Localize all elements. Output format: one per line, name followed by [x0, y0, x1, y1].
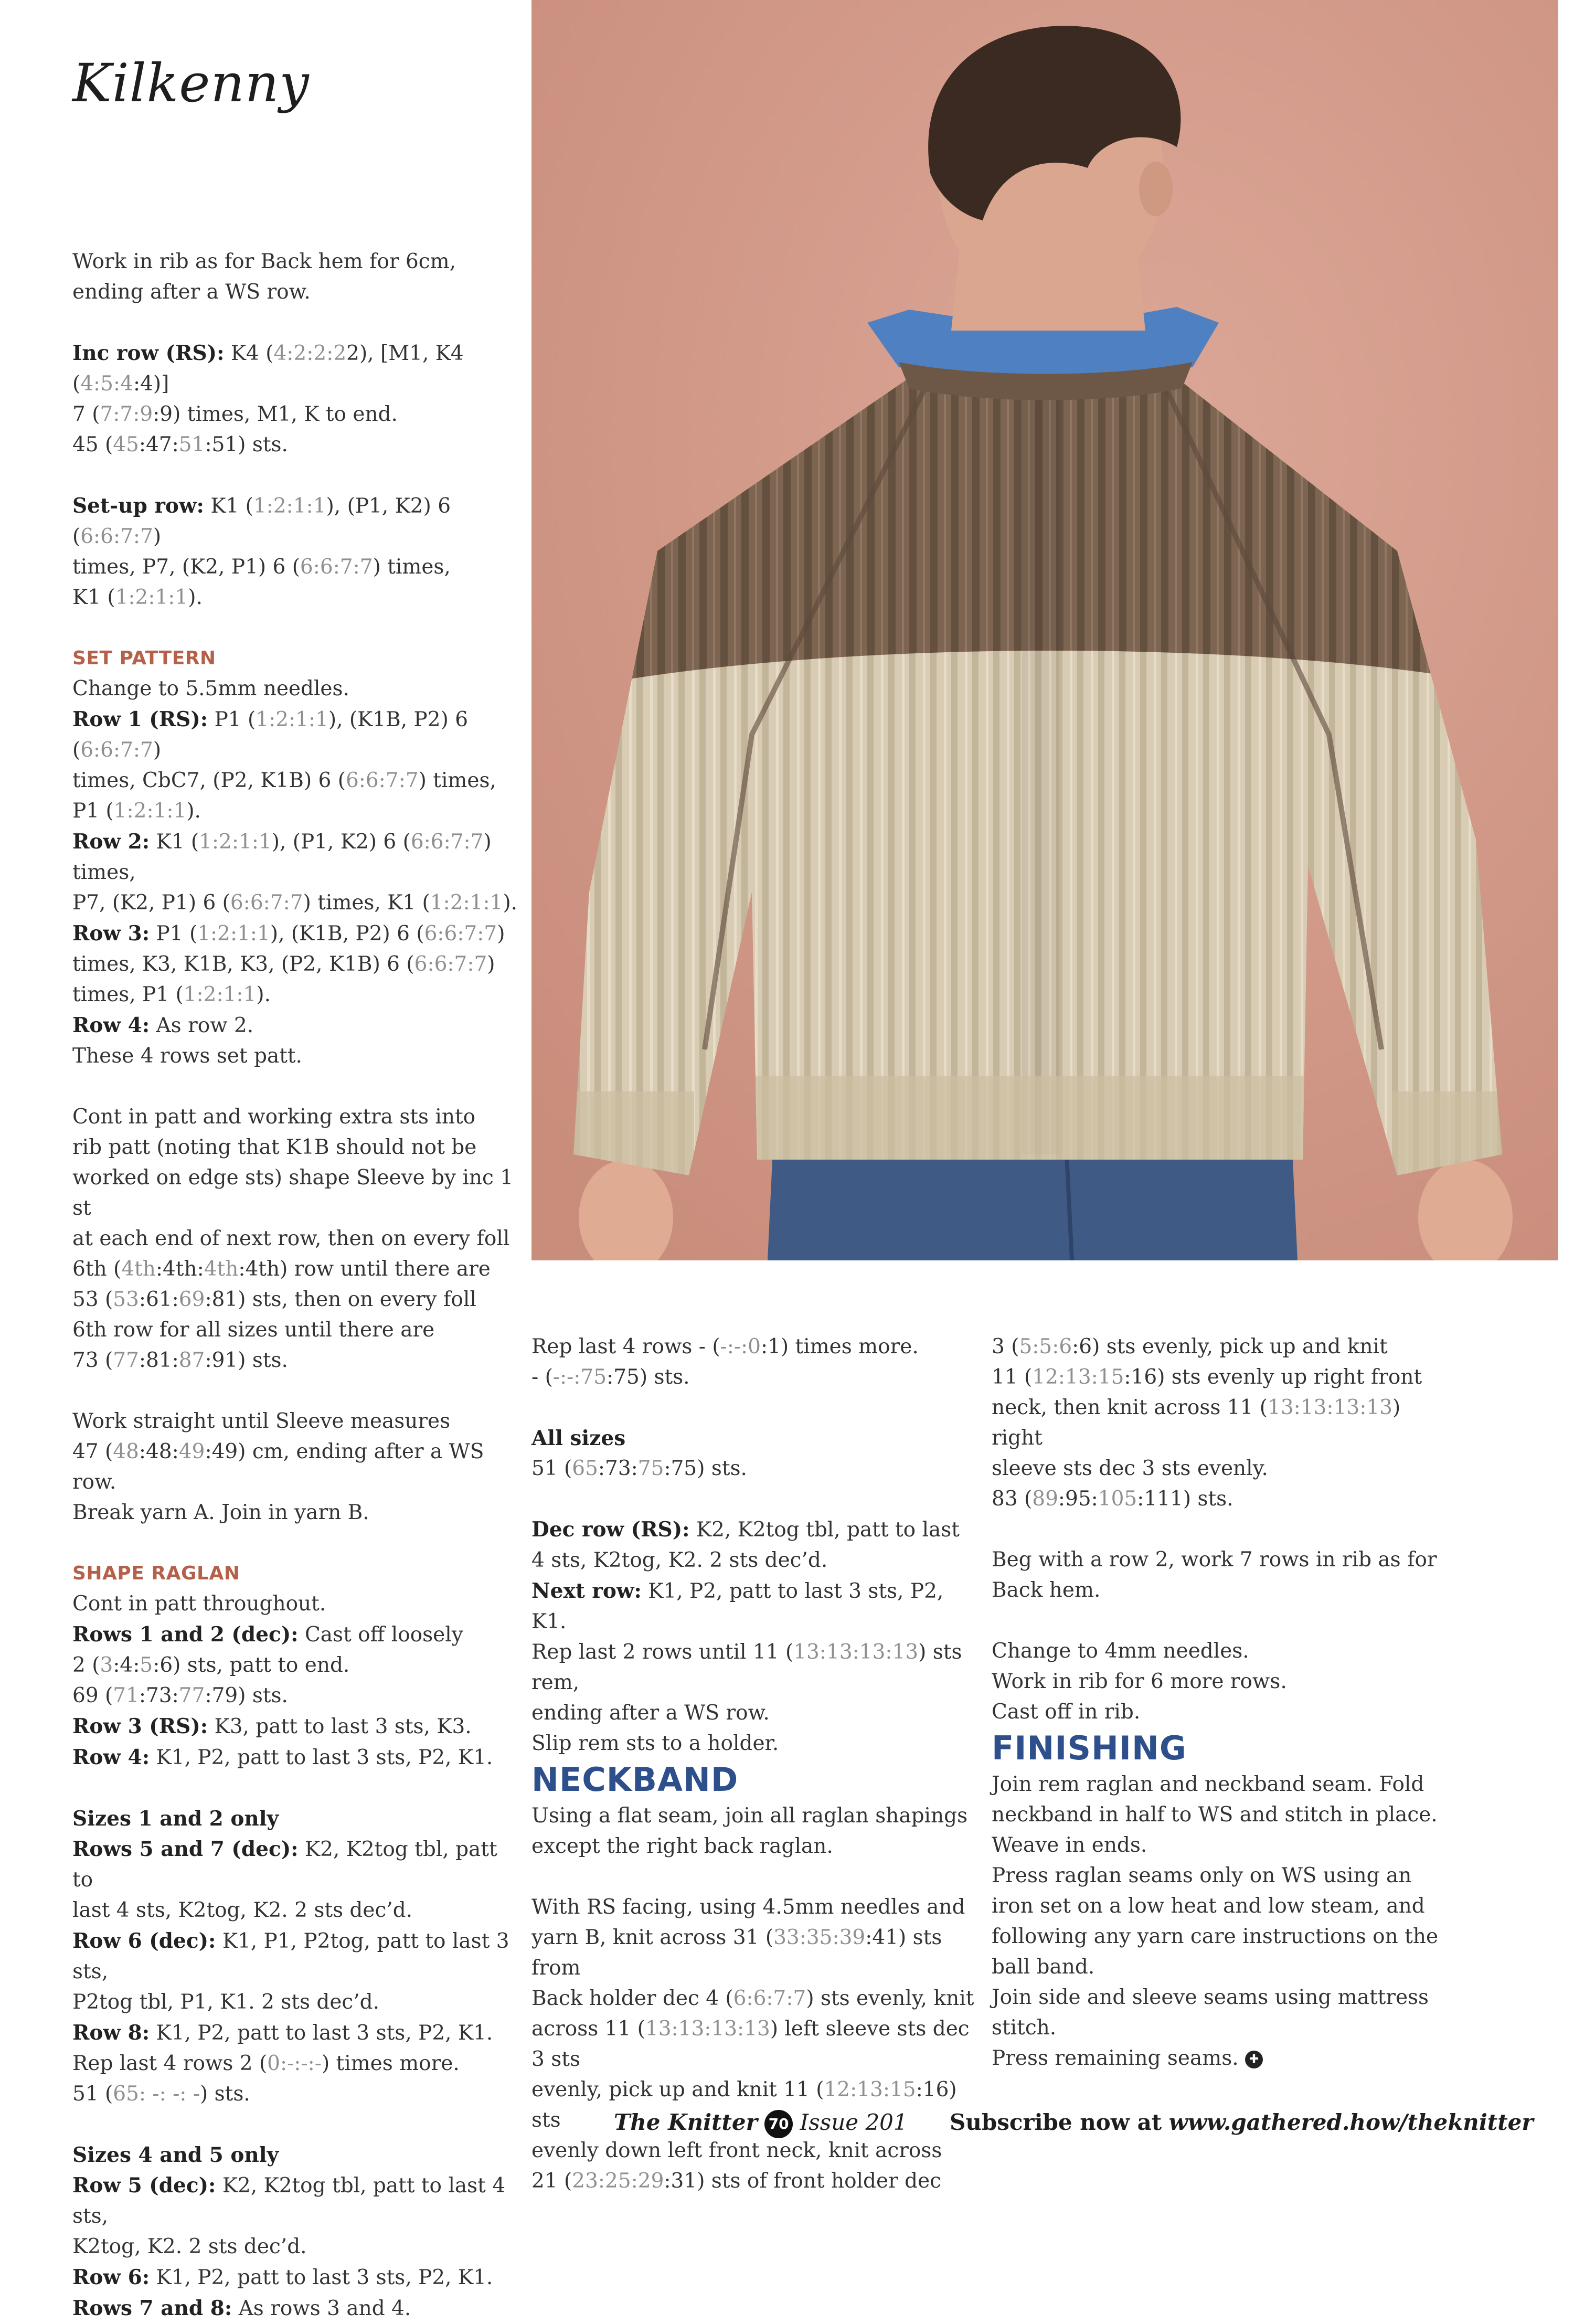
sizes45-rows-7-8: Rows 7 and 8: As rows 3 and 4.	[72, 2296, 411, 2320]
page-number: 70	[764, 2110, 793, 2138]
sizes45-row-5: Row 5 (dec): K2, K2tog tbl, patt to last 4 sts, K2tog, K2. 2 sts dec’d.	[72, 2173, 506, 2258]
column-3	[992, 1332, 1443, 2074]
next-row: Next row: K1, P2, patt to last 3 sts, P2, K1.	[531, 1579, 944, 1633]
setup-row-label: Set-up row:	[72, 494, 204, 518]
end-mark-icon: ✚	[1245, 2051, 1263, 2068]
neckband-rib: Beg with a row 2, work 7 rows in rib as for Back hem.	[992, 1548, 1437, 1602]
row-4: Row 4: As row 2.	[72, 1013, 254, 1037]
sizes12-repeat: Rep last 4 rows 2 (0:-:-:-) times more.	[72, 2052, 460, 2075]
work-straight: Work straight until Sleeve measures 47 (48:48:49:49) cm, ending after a WS row. Break yarn A. Join in yarn B.	[72, 1409, 484, 1524]
sleeve-shaping: Cont in patt and working extra sts into rib patt (noting that K1B should not be worked on edge sts) shape Sleeve by inc 1 st at each end of next row, then on every foll 6th (4th:4th:4th:4th) row until there are 53 (53:61:69:81) sts, then on every foll 6th row for all sizes until there are 73 (77:81:87:91) sts.	[72, 1105, 514, 1372]
raglan-row-4: Row 4: K1, P2, patt to last 3 sts, P2, K1.	[72, 1745, 493, 1769]
page-title: Kilkenny	[72, 52, 310, 114]
inc-row: Inc row (RS): K4 (4:2:2:22), [M1, K4 (4:5:4:4)] 7 (7:7:9:9) times, M1, K to end. 45 (45:47:51:51) sts.	[72, 341, 464, 457]
row-1: Row 1 (RS): P1 (1:2:1:1), (K1B, P2) 6 (6:6:7:7) times, CbC7, (P2, K1B) 6 (6:6:7:7) times, P1 (1:2:1:1).	[72, 707, 496, 823]
column-1	[72, 247, 518, 2324]
row-2: Row 2: K1 (1:2:1:1), (P1, K2) 6 (6:6:7:7) times, P7, (K2, P1) 6 (6:6:7:7) times, K1 (1:2:1:1).	[72, 830, 518, 915]
neckband-finish: Change to 4mm needles. Work in rib for 6 more rows. Cast off in rib.	[992, 1639, 1287, 1724]
sizes12-row-6: Row 6 (dec): K1, P1, P2tog, patt to last 3 sts, P2tog tbl, P1, K1. 2 sts dec’d.	[72, 1929, 509, 2014]
set-pattern-heading: SET PATTERN	[72, 648, 216, 669]
sweater-illustration	[531, 0, 1558, 1260]
subscribe-link[interactable]: www.gathered.how/theknitter	[1168, 2109, 1534, 2135]
footer-subscribe	[950, 2104, 1533, 2141]
sizes12-row-8: Row 8: K1, P2, patt to last 3 sts, P2, K1.	[72, 2021, 493, 2045]
dec-row: Dec row (RS): K2, K2tog tbl, patt to last 4 sts, K2tog, K2. 2 sts dec’d.	[531, 1518, 960, 1572]
raglan-intro: Cont in patt throughout.	[72, 1592, 326, 1616]
rows-5-7: Rows 5 and 7 (dec): K2, K2tog tbl, patt to last 4 sts, K2tog, K2. 2 sts dec’d.	[72, 1837, 497, 1922]
needle-change: Change to 5.5mm needles.	[72, 677, 349, 701]
sizes12-sts: 51 (65: -: -: -) sts.	[72, 2082, 250, 2106]
finishing-heading: FINISHING	[992, 1729, 1187, 1767]
issue-number: Issue 201	[800, 2109, 908, 2135]
all-sizes-sts: 51 (65:73:75:75) sts.	[531, 1457, 747, 1480]
footer-magazine	[614, 2104, 908, 2141]
magazine-name: The Knitter	[614, 2109, 758, 2135]
rows-1-2: Rows 1 and 2 (dec): Cast off loosely 2 (3:4:5:6) sts, patt to end. 69 (71:73:77:79) sts.	[72, 1622, 463, 1707]
column-2	[531, 1332, 983, 2196]
sizes-4-5-heading: Sizes 4 and 5 only	[72, 2143, 279, 2167]
rib-intro: Work in rib as for Back hem for 6cm, ending after a WS row.	[72, 250, 456, 304]
col2-repeat-2: Rep last 2 rows until 11 (13:13:13:13) sts rem, ending after a WS row. Slip rem sts to a holder.	[531, 1640, 962, 1755]
sizes45-row-6: Row 6: K1, P2, patt to last 3 sts, P2, K1.	[72, 2265, 493, 2289]
setup-row: Set-up row: K1 (1:2:1:1), (P1, K2) 6 (6:6:7:7) times, P7, (K2, P1) 6 (6:6:7:7) times, K1 (1:2:1:1).	[72, 494, 451, 609]
sizes-1-2-heading: Sizes 1 and 2 only	[72, 1807, 279, 1831]
neckband-heading: NECKBAND	[531, 1760, 739, 1799]
finishing-text: Join rem raglan and neckband seam. Fold neckband in half to WS and stitch in place. Weave in ends. Press raglan seams only on WS using an iron set on a low heat and low steam, and following any yarn care instructions on the ball band. Join side and sleeve seams using mattress stitch. Press remaining seams. ✚	[992, 1773, 1439, 2070]
sweater-photo	[531, 0, 1558, 1260]
all-sizes-heading: All sizes	[531, 1426, 626, 1450]
col2-repeat: Rep last 4 rows - (-:-:0:1) times more. - (-:-:75:75) sts.	[531, 1335, 919, 1389]
shape-raglan-heading: SHAPE RAGLAN	[72, 1563, 240, 1584]
neckband-continued: 3 (5:5:6:6) sts evenly, pick up and knit 11 (12:13:15:16) sts evenly up right front neck, then knit across 11 (13:13:13:13) right sleeve sts dec 3 sts evenly. 83 (89:95:105:111) sts.	[992, 1335, 1422, 1511]
neckband-seam: Using a flat seam, join all raglan shapings except the right back raglan.	[531, 1804, 968, 1858]
inc-row-label: Inc row (RS):	[72, 341, 225, 365]
subscribe-text: Subscribe now at	[950, 2109, 1162, 2135]
row-3: Row 3: P1 (1:2:1:1), (K1B, P2) 6 (6:6:7:7) times, K3, K1B, K3, (P2, K1B) 6 (6:6:7:7) times, P1 (1:2:1:1).	[72, 921, 505, 1006]
raglan-row-3: Row 3 (RS): K3, patt to last 3 sts, K3.	[72, 1714, 472, 1738]
set-patt-note: These 4 rows set patt.	[72, 1044, 302, 1068]
neckband-pickup: With RS facing, using 4.5mm needles and yarn B, knit across 31 (33:35:39:41) sts from Back holder dec 4 (6:6:7:7) sts evenly, knit across 11 (13:13:13:13) left sleeve sts dec 3 sts evenly, pick up and knit 11 (12:13:15:16) sts evenly down left front neck, knit across 21 (23:25:29:31) sts of front holder dec	[531, 1895, 974, 2193]
